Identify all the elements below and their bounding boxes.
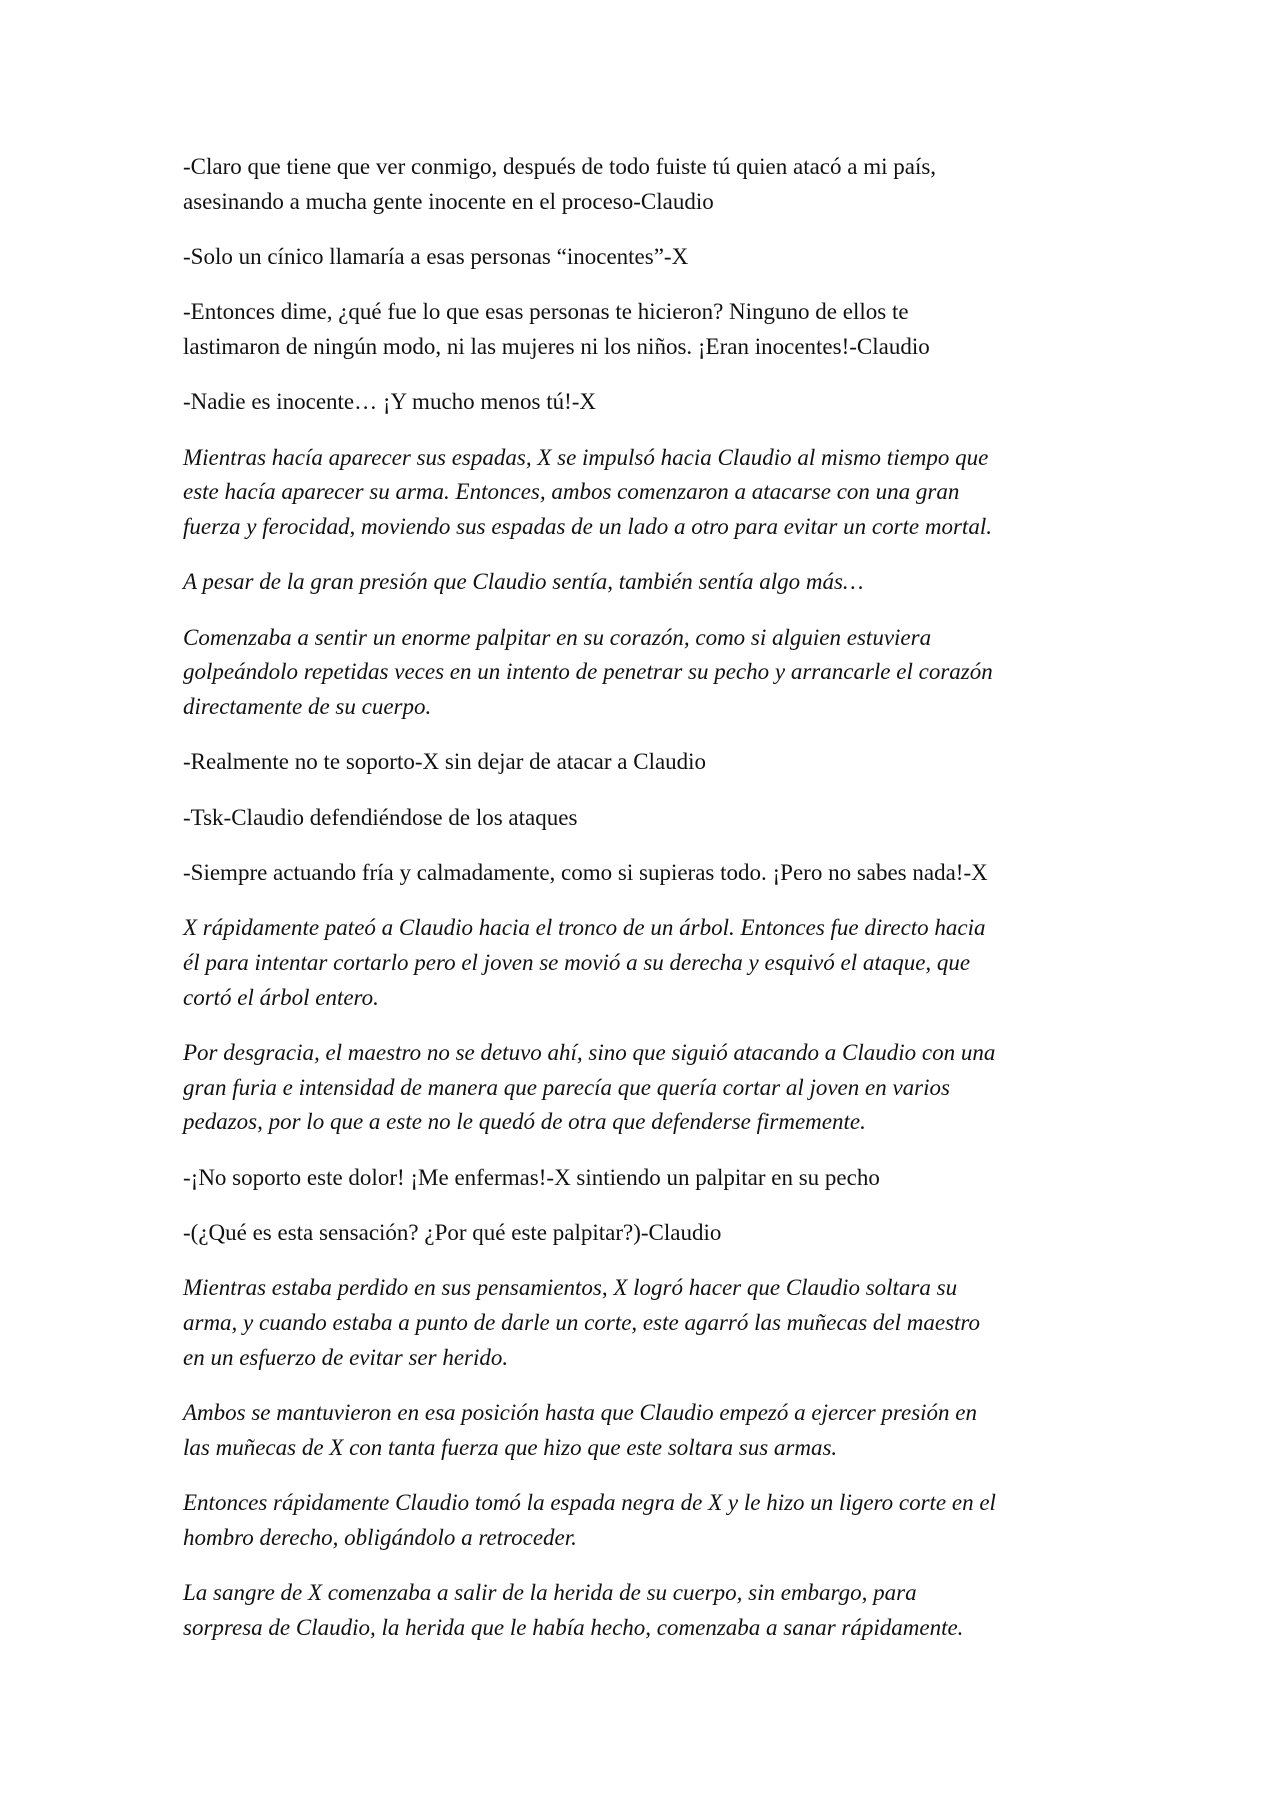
text-line: lastimaron de ningún modo, ni las mujeres ni los niños. ¡Eran inocentes!-Claudio [183,333,930,359]
text-line: directamente de su cuerpo. [183,693,432,719]
text-line: -Solo un cínico llamaría a esas personas “inocentes”-X [183,243,689,269]
text-line: Comenzaba a sentir un enorme palpitar en su corazón, como si alguien estuviera [183,624,932,650]
narration-paragraph [183,1036,1103,1140]
text-line: asesinando a mucha gente inocente en el proceso-Claudio [183,188,714,214]
dialogue-paragraph [183,1161,1103,1196]
text-line: -¡No soporto este dolor! ¡Me enfermas!-X sintiendo un palpitar en su pecho [183,1164,880,1190]
dialogue-paragraph [183,801,1103,836]
text-line: gran furia e intensidad de manera que parecía que quería cortar al joven en varios [183,1074,950,1100]
dialogue-paragraph [183,745,1103,780]
text-line: este hacía aparecer su arma. Entonces, ambos comenzaron a atacarse con una gran [183,479,960,505]
text-line: Por desgracia, el maestro no se detuvo ahí, sino que siguió atacando a Claudio con una [183,1040,996,1066]
narration-paragraph [183,565,1103,600]
narration-paragraph [183,1396,1103,1465]
narration-paragraph [183,621,1103,725]
narration-paragraph [183,1271,1103,1375]
text-line: Mientras hacía aparecer sus espadas, X se impulsó hacia Claudio al mismo tiempo que [183,444,989,470]
text-line: cortó el árbol entero. [183,984,379,1010]
text-line: sorpresa de Claudio, la herida que le había hecho, comenzaba a sanar rápidamente. [183,1614,964,1640]
dialogue-paragraph [183,295,1103,364]
text-line: él para intentar cortarlo pero el joven se movió a su derecha y esquivó el ataque, que [183,950,971,976]
text-line: pedazos, por lo que a este no le quedó de otra que defenderse firmemente. [183,1109,866,1135]
text-line: A pesar de la gran presión que Claudio sentía, también sentía algo más… [183,569,864,595]
narration-paragraph [183,911,1103,1015]
text-line: fuerza y ferocidad, moviendo sus espadas de un lado a otro para evitar un corte mortal. [183,513,992,539]
text-line: Ambos se mantuvieron en esa posición hasta que Claudio empezó a ejercer presión en [183,1399,978,1425]
text-line: Mientras estaba perdido en sus pensamientos, X logró hacer que Claudio soltara su [183,1275,958,1301]
dialogue-paragraph [183,240,1103,275]
narration-paragraph [183,441,1103,545]
text-line: arma, y cuando estaba a punto de darle un corte, este agarró las muñecas del maestro [183,1310,981,1335]
text-line: hombro derecho, obligándolo a retroceder. [183,1524,577,1550]
text-line: -Siempre actuando fría y calmadamente, como si supieras todo. ¡Pero no sabes nada!-X [183,860,988,886]
dialogue-paragraph [183,856,1103,891]
text-line: -Claro que tiene que ver conmigo, después de todo fuiste tú quien atacó a mi país, [183,154,937,179]
narration-paragraph [183,1486,1103,1555]
text-line: -Entonces dime, ¿qué fue lo que esas personas te hicieron? Ninguno de ellos te [183,299,909,325]
text-line: las muñecas de X con tanta fuerza que hizo que este soltara sus armas. [183,1434,838,1460]
dialogue-paragraph [183,385,1103,420]
document-page [183,150,1103,1666]
text-line: en un esfuerzo de evitar ser herido. [183,1344,509,1370]
narration-paragraph [183,1576,1103,1645]
text-line: golpeándolo repetidas veces en un intento de penetrar su pecho y arrancarle el corazón [183,659,993,685]
text-line: X rápidamente pateó a Claudio hacia el tronco de un árbol. Entonces fue directo hacia [183,915,986,941]
text-line: -(¿Qué es esta sensación? ¿Por qué este palpitar?)-Claudio [183,1220,722,1246]
text-line: -Tsk-Claudio defendiéndose de los ataques [183,804,578,830]
dialogue-paragraph [183,150,1103,219]
dialogue-paragraph [183,1216,1103,1251]
text-line: Entonces rápidamente Claudio tomó la espada negra de X y le hizo un ligero corte en el [183,1489,996,1515]
text-line: La sangre de X comenzaba a salir de la herida de su cuerpo, sin embargo, para [183,1579,917,1605]
text-line: -Nadie es inocente… ¡Y mucho menos tú!-X [183,389,597,415]
text-line: -Realmente no te soporto-X sin dejar de atacar a Claudio [183,749,707,775]
